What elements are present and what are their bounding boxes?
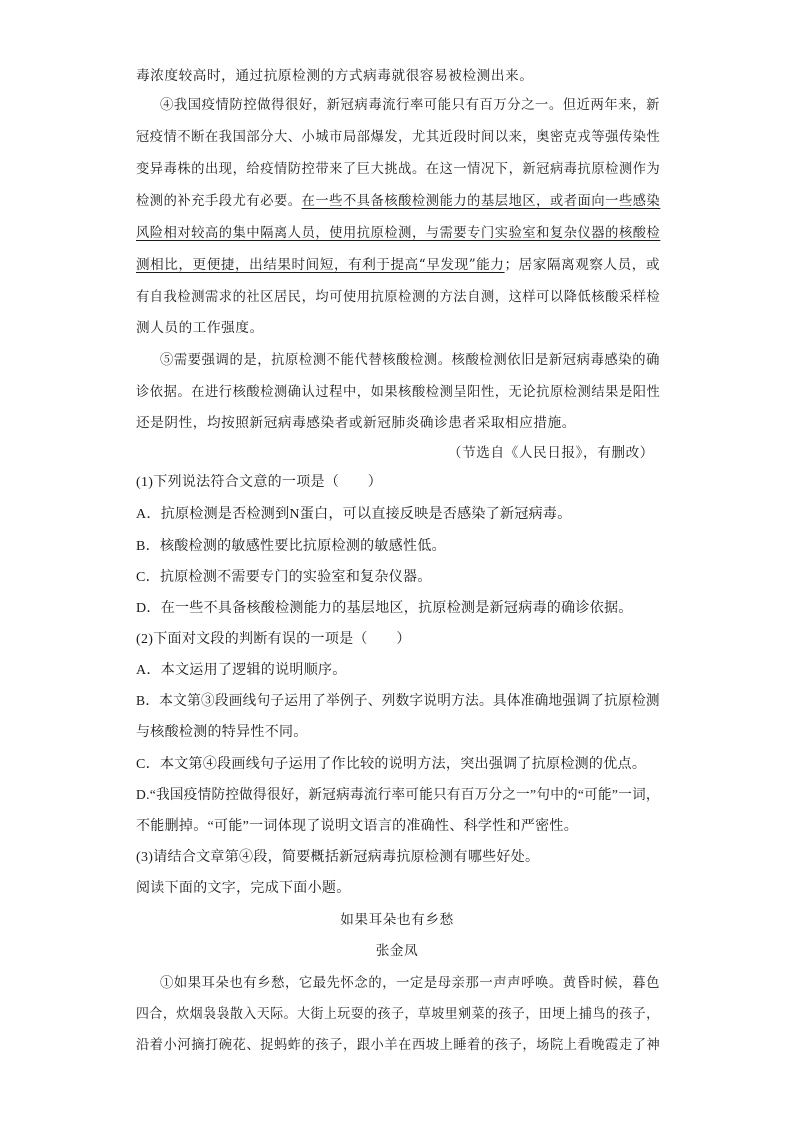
passage-line: 还是阴性，均按照新冠病毒感染者或新冠肺炎确诊患者采取相应措施。	[136, 415, 577, 431]
passage-line	[136, 255, 660, 275]
passage-line	[136, 191, 660, 211]
source-citation: （节选自《人民日报》，有删改）	[447, 445, 654, 461]
question-2-option-b-continued: 与核酸检测的特异性不同。	[136, 725, 308, 740]
passage-text: ；居家隔离观察人员，或	[504, 257, 661, 273]
underlined-sentence: 风险相对较高的集中隔离人员，使用抗原检测，与需要专门实验室和复杂仪器的核酸检	[136, 225, 661, 241]
underlined-sentence: 测相比，更便捷，出结果时间短，有利于提高“早发现”能力	[136, 257, 505, 273]
question-1-option-d: D．在一些不具备核酸检测能力的基层地区，抗原检测是新冠病毒的确诊依据。	[136, 601, 633, 616]
question-1-option-b: B．核酸检测的敏感性要比抗原检测的敏感性低。	[136, 539, 446, 554]
passage-line: 毒浓度较高时，通过抗原检测的方式病毒就很容易被检测出来。	[136, 68, 534, 84]
question-1-stem: (1)下列说法符合文意的一项是（ ）	[136, 475, 383, 490]
passage-paragraph-5-start: ⑤需要强调的是，抗原检测不能代替核酸检测。核酸检测依旧是新冠病毒感染的确	[160, 352, 660, 368]
question-2-option-d: D.“我国疫情防控做得很好，新冠病毒流行率可能只有百万分之一”句中的“可能”一词，	[136, 788, 660, 803]
passage-author: 张金凤	[375, 943, 419, 959]
question-2-option-c: C．本文第④段画线句子运用了作比较的说明方法，突出强调了抗原检测的优点。	[136, 757, 647, 772]
question-1-option-a: A．抗原检测是否检测到N蛋白，可以直接反映是否感染了新冠病毒。	[136, 507, 572, 522]
passage-line: 变异毒株的出现，给疫情防控带来了巨大挑战。在这一情况下，新冠病毒抗原检测作为	[136, 161, 661, 177]
passage-line: 冠疫情不断在我国部分大、小城市局部爆发，尤其近段时间以来，奥密克戎等强传染性	[136, 129, 661, 145]
passage-title: 如果耳朵也有乡愁	[340, 912, 454, 928]
passage-line: 沿着小河摘打碗花、捉蚂蚱的孩子，跟小羊在西坡上睡着的孩子，场院上看晚霞走了神	[136, 1037, 661, 1053]
reading-instruction: 阅读下面的文字，完成下面小题。	[136, 881, 351, 896]
question-2-option-b: B．本文第③段画线句子运用了举例子、列数字说明方法。具体准确地强调了抗原检测	[136, 694, 660, 709]
question-2-stem: (2)下面对文段的判断有误的一项是（ ）	[136, 632, 411, 647]
question-1-option-c: C．抗原检测不需要专门的实验室和复杂仪器。	[136, 570, 432, 585]
passage-paragraph-4-start: ④我国疫情防控做得很好，新冠病毒流行率可能只有百万分之一。但近两年来，新	[160, 97, 660, 113]
question-2-option-a: A．本文运用了逻辑的说明顺序。	[136, 663, 347, 678]
passage-line: 四合，炊烟袅袅散入天际。大街上玩耍的孩子，草坡里剜菜的孩子，田埂上捕鸟的孩子，	[136, 1006, 660, 1022]
passage-text: 检测的补充手段尤有必要。	[136, 193, 302, 209]
passage-line: 有自我检测需求的社区居民，均可使用抗原检测的方法自测，这样可以降低核酸采样检	[136, 289, 661, 305]
passage-paragraph-1-start: ①如果耳朵也有乡愁，它最先怀念的，一定是母亲那一声声呼唤。黄昏时候，暮色	[160, 975, 660, 991]
passage-line: 诊依据。在进行核酸检测确认过程中，如果核酸检测呈阳性，无论抗原检测结果是阳性	[136, 384, 661, 400]
passage-line: 测人员的工作强度。	[136, 320, 264, 336]
underlined-sentence: 在一些不具备核酸检测能力的基层地区，或者面向一些感染	[301, 193, 661, 209]
question-3-stem: (3)请结合文章第④段，简要概括新冠病毒抗原检测有哪些好处。	[136, 850, 540, 865]
question-2-option-d-continued: 不能删掉。“可能”一词体现了说明文语言的准确性、科学性和严密性。	[136, 819, 579, 834]
